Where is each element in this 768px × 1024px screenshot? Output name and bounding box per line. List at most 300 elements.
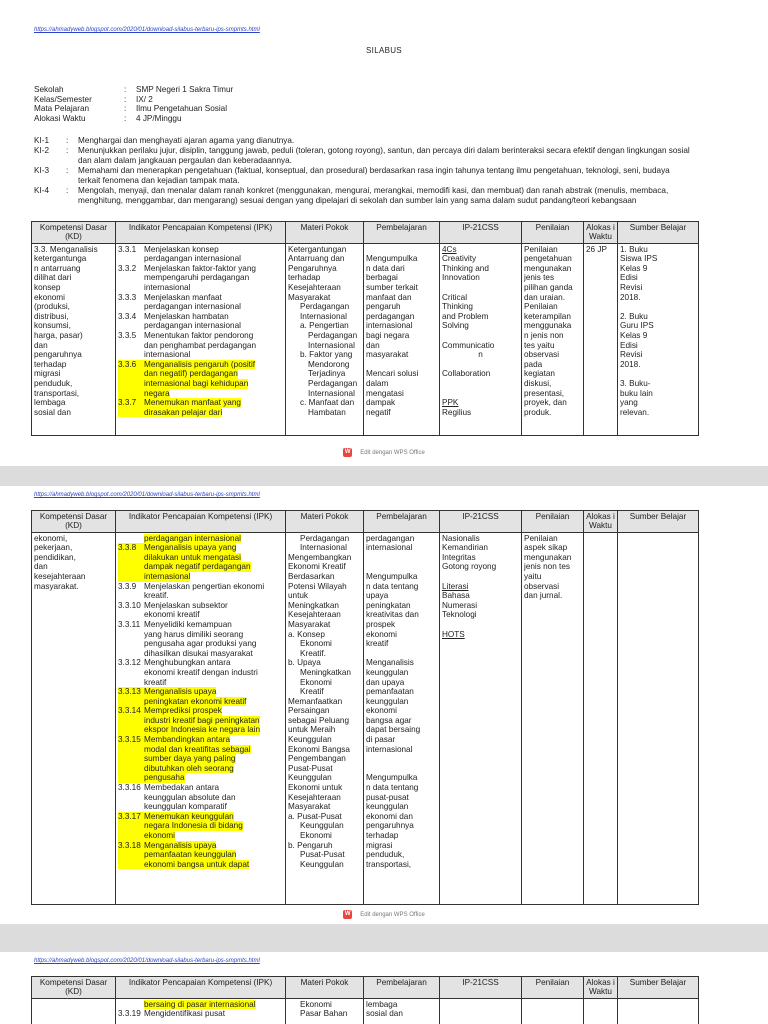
- cell-sumber: [618, 532, 699, 904]
- header-materi: Materi Pokok: [286, 222, 364, 244]
- ipk-number: 3.3.3: [118, 292, 137, 302]
- cell-line: manfaat dan: [366, 292, 412, 302]
- cell-line: konsumsi,: [34, 321, 71, 331]
- cell-line: pengetahuan: [524, 254, 572, 264]
- cell-line: migrasi: [366, 840, 393, 850]
- ipk-line: pengusaha: [144, 773, 185, 783]
- ki-separator: :: [66, 136, 69, 145]
- cell-line: ketergantunga: [34, 254, 87, 264]
- header-materi: Materi Pokok: [286, 511, 364, 533]
- cell-line: Numerasi: [442, 600, 478, 610]
- source-url-link[interactable]: https://ahmadyweb.blogspot.com/2020/01/download-silabus-terbaru-ips-smpmts.html: [34, 958, 260, 964]
- ipk-text: [144, 812, 283, 841]
- ipk-line: perdagangan internasional: [144, 533, 241, 543]
- cell-ipk: [116, 532, 286, 904]
- ipk-item: [118, 360, 283, 398]
- identity-label: Sekolah: [34, 85, 64, 94]
- cell-line: Kelas 9: [620, 330, 648, 340]
- ki-code: KI-1: [34, 136, 50, 145]
- cell-line: pilihan ganda: [524, 282, 573, 292]
- ipk-line: peningkatan ekonomi kreatif: [144, 696, 247, 706]
- syllabus-table-1: [31, 221, 699, 436]
- ipk-line: ekonomi: [144, 831, 175, 840]
- ipk-line: pengusaha agar produksi yang: [144, 639, 257, 649]
- ipk-line: modal dan kreatifitas sebagai: [144, 744, 251, 754]
- identity-row: [34, 114, 233, 124]
- ipk-text: [144, 687, 283, 706]
- ipk-number: 3.3.11: [118, 619, 141, 629]
- spacer: [442, 389, 519, 399]
- ipk-line: kreatif: [144, 677, 167, 687]
- ipk-line: Menemukan manfaat yang: [144, 398, 241, 408]
- ipk-line: ekonomi kreatif: [144, 610, 200, 620]
- cell-line: Persaingan: [288, 706, 330, 716]
- ipk-number: 3.3.16: [118, 783, 141, 793]
- cell-alokasi: [584, 532, 618, 904]
- cell-line: dan jurnal.: [524, 591, 563, 601]
- cell-line: Pasar Bahan: [300, 1009, 348, 1019]
- identity-label: Alokasi Waktu: [34, 113, 86, 123]
- spacer: [620, 302, 696, 312]
- cell-materi: [286, 532, 364, 904]
- ipk-number: 3.3.7: [118, 398, 144, 417]
- spacer: [442, 379, 519, 389]
- cell-line: a. Konsep: [288, 629, 325, 639]
- cell-line: perdagangan: [366, 533, 415, 543]
- cell-line: Edisi: [620, 273, 638, 283]
- cell-line: Solving: [442, 321, 469, 331]
- cell-line: 26 JP: [586, 244, 607, 254]
- ipk-number: 3.3.19: [118, 1009, 141, 1019]
- cell-line: Kreatif: [300, 687, 324, 697]
- ipk-text: [144, 582, 283, 601]
- ki-separator: :: [66, 146, 69, 156]
- ipk-item: [118, 841, 283, 870]
- cell-line: Hambatan: [308, 407, 346, 417]
- ki-separator: :: [66, 186, 69, 196]
- cell-line: Berdasarkan: [288, 571, 335, 581]
- cell-line: Keunggulan: [288, 773, 332, 783]
- cell-line: Siswa IPS: [620, 254, 658, 264]
- cell-line: Ekonomi: [300, 999, 332, 1009]
- cell-line: transportasi,: [34, 388, 80, 398]
- cell-line: negatif: [366, 407, 391, 417]
- source-url-link[interactable]: https://ahmadyweb.blogspot.com/2020/01/download-silabus-terbaru-ips-smpmts.html: [34, 27, 260, 33]
- cell-line: pendidikan,: [34, 552, 76, 562]
- identity-value: SMP Negeri 1 Sakra Timur: [136, 85, 234, 94]
- cell-line: Mendorong: [308, 359, 350, 369]
- cell-line: Perdagangan: [300, 302, 350, 312]
- cell-line: 3.3. Menganalisis: [34, 244, 98, 254]
- cell-kd: [32, 532, 116, 904]
- cell-line: Menganalisis: [366, 658, 414, 668]
- cell-line: proyek, dan: [524, 398, 567, 408]
- table-header: [32, 511, 699, 533]
- cell-line: dapat bersaing: [366, 725, 421, 735]
- identity-separator: :: [124, 94, 127, 104]
- ipk-number: 3.3.5: [118, 330, 137, 340]
- ipk-text: [144, 398, 283, 417]
- cell-line: PPK: [442, 398, 459, 408]
- ipk-line: Memprediksi prospek: [144, 706, 222, 716]
- cell-line: 3. Buku-: [620, 378, 651, 388]
- cell-alokasi: [584, 243, 618, 435]
- ki-code: KI-3: [34, 166, 50, 176]
- cell-pembelajaran: [364, 998, 440, 1024]
- cell-line: Ekonomi untuk: [288, 783, 343, 793]
- spacer: [442, 572, 519, 582]
- header-kd: Kompetensi Dasar (KD): [32, 222, 116, 244]
- cell-line: ekonomi: [366, 706, 397, 716]
- cell-line: Ekonomi: [300, 677, 332, 687]
- cell-line: Kelas 9: [620, 263, 648, 273]
- ki-text: Memahami dan menerapkan pengetahuan (faktual, konseptual, dan prosedural) berdasarkan rasa ingin tahunya tentang ilmu pengetahuan, teknologi, seni, budaya terkait fenomena dan kejadian tampak mata.: [78, 166, 670, 185]
- ipk-text: [144, 841, 283, 870]
- cell-line: pengaruh: [366, 302, 401, 312]
- ipk-number: 3.3.4: [118, 311, 137, 321]
- syllabus-table-2: [31, 510, 699, 905]
- cell-line: dan: [34, 340, 48, 350]
- cell-line: Mengumpulka: [366, 571, 418, 581]
- ipk-item: [118, 543, 283, 581]
- ipk-line: kreatif.: [144, 591, 169, 601]
- identity-row: [34, 95, 233, 105]
- ipk-line: dampak negatif perdagangan: [144, 562, 251, 572]
- ipk-number: 3.3.10: [118, 600, 141, 610]
- ipk-line: Mengidentifikasi pusat: [144, 1009, 226, 1019]
- table-row: [32, 243, 699, 435]
- cell-line: Creativity: [442, 254, 477, 264]
- cell-line: sosial dan: [34, 407, 71, 417]
- cell-line: b. Faktor yang: [300, 350, 353, 360]
- ipk-text: [144, 293, 283, 312]
- ipk-line: dan negatif) perdagangan: [144, 369, 238, 379]
- cell-line: buku lain: [620, 388, 653, 398]
- spacer: [366, 754, 437, 764]
- syllabus-table-3: [31, 976, 699, 1024]
- cell-line: Potensi Wilayah: [288, 581, 347, 591]
- ki-text: Mengolah, menyaji, dan menalar dalam ranah konkret (menggunakan, mengurai, merangkai, memodifi kasi, dan membuat) dan ranah abstrak (menulis, membaca, menghitung, menggambar, dan mengarang) sesuai dengan yang dipelajari di sekolah dan sumber lain yang sama dalam sudut pandang/teori kebangsaan: [78, 186, 669, 205]
- cell-line: dan: [34, 562, 48, 572]
- ipk-item: [118, 735, 283, 783]
- cell-line: observasi: [524, 581, 560, 591]
- identity-label: Kelas/Semester: [34, 94, 92, 104]
- wps-edit-banner[interactable]: [0, 910, 768, 919]
- ipk-line: internasional: [144, 571, 191, 581]
- cell-ipk: [116, 243, 286, 435]
- cell-line: pengaruhnya: [34, 350, 82, 360]
- ipk-item: [118, 812, 283, 841]
- ipk-line: dihasilkan disukai masyarakat: [144, 648, 253, 658]
- header-penilaian: Penilaian: [522, 222, 584, 244]
- ipk-line: Menganalisis upaya yang: [144, 543, 237, 553]
- wps-edit-label: Edit dengan WPS Office: [360, 450, 425, 457]
- cell-line: pekerjaan,: [34, 543, 73, 553]
- cell-line: and Problem: [442, 311, 489, 321]
- ki-text: Menunjukkan perilaku jujur, disiplin, tanggung jawab, peduli (toleran, gotong royong), santun, dan percaya diri dalam berinteraksi secara efektif dengan lingkungan sosial dan alam dalam jangkauan pergaulan dan keberadaannya.: [78, 146, 690, 165]
- cell-penilaian: [522, 243, 584, 435]
- cell-line: Nasionalis: [442, 533, 480, 543]
- cell-line: upaya: [366, 591, 389, 601]
- cell-line: observasi: [524, 350, 560, 360]
- ipk-text: [144, 735, 283, 783]
- ipk-line: Menemukan keunggulan: [144, 811, 234, 821]
- cell-line: n: [478, 350, 483, 360]
- cell-line: peningkatan: [366, 600, 411, 610]
- ipk-line: Menganalisis upaya: [144, 840, 217, 850]
- cell-line: perdagangan: [366, 311, 415, 321]
- ipk-text: [144, 783, 283, 812]
- ipk-text: [144, 245, 283, 264]
- cell-line: produk.: [524, 407, 552, 417]
- cell-line: Edisi: [620, 340, 638, 350]
- header-ip21css: IP-21CSS: [440, 511, 522, 533]
- ipk-text: [144, 601, 283, 620]
- document-title: SILABUS: [366, 46, 402, 55]
- ipk-item: [118, 1009, 283, 1019]
- ipk-number: 3.3.12: [118, 658, 141, 668]
- cell-line: jenis tes: [524, 273, 555, 283]
- spacer: [442, 620, 519, 630]
- identity-row: [34, 85, 233, 95]
- table-row: [32, 998, 699, 1024]
- ipk-line: Menjelaskan manfaat: [144, 292, 222, 302]
- cell-line: menggunaka: [524, 321, 572, 331]
- header-alokasi: Alokas i Waktu: [584, 977, 618, 999]
- cell-ip21css: [440, 998, 522, 1024]
- ipk-line: Menjelaskan faktor-faktor yang: [144, 263, 256, 273]
- ipk-line: perdagangan internasional: [144, 302, 241, 312]
- ipk-text: [144, 1009, 283, 1019]
- ipk-line: Menyelidiki kemampuan: [144, 619, 232, 629]
- ipk-number: 3.3.15: [118, 735, 144, 783]
- ipk-item: [118, 312, 283, 331]
- cell-line: yang: [620, 398, 638, 408]
- spacer: [366, 649, 437, 659]
- spacer: [442, 360, 519, 370]
- cell-line: pusat-pusat: [366, 792, 409, 802]
- cell-line: n jenis non: [524, 330, 564, 340]
- cell-line: a. Pusat-Pusat: [288, 811, 342, 821]
- cell-line: Collaboration: [442, 369, 491, 379]
- ipk-line: Menghubungkan antara: [144, 658, 231, 668]
- cell-line: lembaga: [34, 398, 66, 408]
- cell-line: Ekonomi Kreatif: [288, 562, 346, 572]
- cell-line: Internasional: [308, 388, 355, 398]
- ipk-item: [118, 582, 283, 601]
- ipk-number: 3.3.1: [118, 244, 137, 254]
- cell-line: mengunakan: [524, 552, 572, 562]
- ki-text: Menghargai dan menghayati ajaran agama yang dianutnya.: [78, 136, 295, 145]
- ipk-number: 3.3.9: [118, 581, 137, 591]
- cell-line: Meningkatkan: [288, 600, 339, 610]
- ki-item: [34, 136, 694, 146]
- wps-edit-label: Edit dengan WPS Office: [360, 912, 425, 919]
- cell-line: Kesejahteraan: [288, 610, 341, 620]
- spacer: [366, 553, 437, 563]
- cell-line: lembaga: [366, 999, 398, 1009]
- header-materi: Materi Pokok: [286, 977, 364, 999]
- ipk-line: Menentukan faktor pendorong: [144, 330, 254, 340]
- wps-edit-banner[interactable]: [0, 448, 768, 457]
- ipk-line: Menjelaskan pengertian ekonomi: [144, 581, 265, 591]
- header-penilaian: Penilaian: [522, 977, 584, 999]
- cell-line: kegiatan: [524, 369, 555, 379]
- header-pembelajaran: Pembelajaran: [364, 511, 440, 533]
- cell-line: Internasional: [308, 340, 355, 350]
- header-ip21css: IP-21CSS: [440, 977, 522, 999]
- header-sumber: Sumber Belajar: [618, 511, 699, 533]
- spacer: [442, 283, 519, 293]
- ipk-line: mempengaruhi perdagangan: [144, 273, 250, 283]
- ipk-line: pemanfaatan keunggulan: [144, 850, 237, 860]
- cell-line: Ketergantungan: [288, 244, 347, 254]
- cell-ip21css: [440, 532, 522, 904]
- cell-line: Revisi: [620, 282, 643, 292]
- cell-line: harga, pasar): [34, 330, 83, 340]
- cell-sumber: [618, 998, 699, 1024]
- cell-line: untuk: [288, 591, 309, 601]
- ki-separator: :: [66, 166, 69, 176]
- cell-materi: [286, 243, 364, 435]
- ipk-line: Menjelaskan konsep: [144, 244, 219, 254]
- cell-line: ekonomi: [34, 292, 65, 302]
- ki-item: [34, 166, 694, 185]
- cell-line: mengunakan: [524, 263, 572, 273]
- cell-line: relevan.: [620, 407, 650, 417]
- header-pembelajaran: Pembelajaran: [364, 977, 440, 999]
- ki-item: [34, 146, 694, 165]
- cell-line: Gotong royong: [442, 562, 497, 572]
- cell-line: dalam: [366, 378, 389, 388]
- table-header: [32, 222, 699, 244]
- ipk-number: 3.3.8: [118, 543, 144, 581]
- cell-line: Thinking: [442, 302, 473, 312]
- ipk-line: Menjelaskan hambatan: [144, 311, 229, 321]
- cell-line: pada: [524, 359, 543, 369]
- cell-line: Literasi: [442, 581, 469, 591]
- cell-penilaian: [522, 998, 584, 1024]
- cell-kd: [32, 998, 116, 1024]
- identity-separator: :: [124, 113, 127, 123]
- ipk-item: [118, 687, 283, 706]
- cell-line: Penilaian: [524, 533, 558, 543]
- header-alokasi: Alokas i Waktu: [584, 222, 618, 244]
- ipk-line: perdagangan internasional: [144, 321, 241, 331]
- ipk-number: 3.3.17: [118, 812, 144, 841]
- cell-line: Internasional: [300, 543, 347, 553]
- spacer: [366, 562, 437, 572]
- cell-line: Teknologi: [442, 610, 477, 620]
- cell-line: Perdagangan: [308, 330, 358, 340]
- ipk-item: [118, 534, 283, 544]
- ki-code: KI-2: [34, 146, 50, 156]
- header-sumber: Sumber Belajar: [618, 222, 699, 244]
- cell-line: internasional: [366, 744, 413, 754]
- ipk-item: [118, 264, 283, 293]
- cell-line: Keunggulan: [288, 735, 332, 745]
- header-ipk: Indikator Pencapaian Kompetensi (IPK): [116, 977, 286, 999]
- cell-line: sosial dan: [366, 1009, 403, 1019]
- cell-line: terhadap: [288, 273, 321, 283]
- ipk-text: [144, 312, 283, 331]
- cell-line: berbagai: [366, 273, 398, 283]
- spacer: [366, 360, 437, 370]
- ipk-number: [118, 534, 144, 544]
- cell-kd: [32, 243, 116, 435]
- ipk-number: 3.3.13: [118, 687, 144, 706]
- cell-line: internasional: [366, 321, 413, 331]
- cell-line: diskusi,: [524, 378, 552, 388]
- ipk-item: [118, 706, 283, 735]
- ipk-line: Menganalisis pengaruh (positif: [144, 359, 256, 369]
- cell-line: 4Cs: [442, 244, 457, 254]
- ipk-line: keunggulan absolute dan: [144, 792, 236, 802]
- table-row: [32, 532, 699, 904]
- header-pembelajaran: Pembelajaran: [364, 222, 440, 244]
- header-penilaian: Penilaian: [522, 511, 584, 533]
- cell-line: Kesejahteraan: [288, 792, 341, 802]
- ipk-line: negara: [144, 388, 170, 398]
- ipk-line: sumber daya yang paling: [144, 754, 236, 764]
- cell-line: Mengumpulka: [366, 254, 418, 264]
- cell-line: keunggulan: [366, 667, 409, 677]
- cell-line: Mengumpulka: [366, 773, 418, 783]
- cell-line: Perdagangan: [300, 533, 350, 543]
- header-ipk: Indikator Pencapaian Kompetensi (IPK): [116, 511, 286, 533]
- ipk-item: [118, 398, 283, 417]
- cell-line: prospek: [366, 619, 396, 629]
- ipk-text: [144, 658, 283, 687]
- cell-line: Masyarakat: [288, 619, 331, 629]
- identity-value: Ilmu Pengetahuan Sosial: [136, 104, 228, 113]
- header-sumber: Sumber Belajar: [618, 977, 699, 999]
- cell-line: keterampilan: [524, 311, 571, 321]
- cell-line: Kreatif.: [300, 648, 326, 658]
- ipk-line: internasional: [144, 282, 191, 292]
- cell-line: presentasi,: [524, 388, 565, 398]
- spacer: [442, 331, 519, 341]
- cell-line: sebagai Peluang: [288, 715, 350, 725]
- ipk-text: [144, 620, 283, 658]
- identity-row: [34, 104, 233, 114]
- ipk-line: bersaing di pasar internasional: [144, 999, 256, 1009]
- cell-line: Pengaruhnya: [288, 263, 337, 273]
- ipk-item: [118, 293, 283, 312]
- header-alokasi: Alokas i Waktu: [584, 511, 618, 533]
- header-ip21css: IP-21CSS: [440, 222, 522, 244]
- ipk-line: Membandingkan antara: [144, 735, 231, 745]
- ipk-line: dan penghambat perdagangan: [144, 340, 256, 350]
- cell-ip21css: [440, 243, 522, 435]
- spacer: [620, 369, 696, 379]
- cell-line: n data tentang: [366, 783, 419, 793]
- cell-line: keunggulan: [366, 696, 409, 706]
- ipk-line: industri kreatif bagi peningkatan: [144, 715, 260, 725]
- ipk-item: [118, 601, 283, 620]
- source-url-link[interactable]: https://ahmadyweb.blogspot.com/2020/01/download-silabus-terbaru-ips-smpmts.html: [34, 492, 260, 498]
- cell-line: Kesejahteraan: [288, 282, 341, 292]
- ipk-line: dirasakan pelajar dari: [144, 407, 223, 417]
- header-kd: Kompetensi Dasar (KD): [32, 977, 116, 999]
- cell-line: n data dari: [366, 263, 405, 273]
- cell-line: dampak: [366, 398, 396, 408]
- cell-line: untuk Meraih: [288, 725, 336, 735]
- cell-line: (produksi,: [34, 302, 70, 312]
- cell-line: tes yaitu: [524, 340, 555, 350]
- cell-line: Perdagangan: [308, 378, 358, 388]
- spacer: [366, 764, 437, 774]
